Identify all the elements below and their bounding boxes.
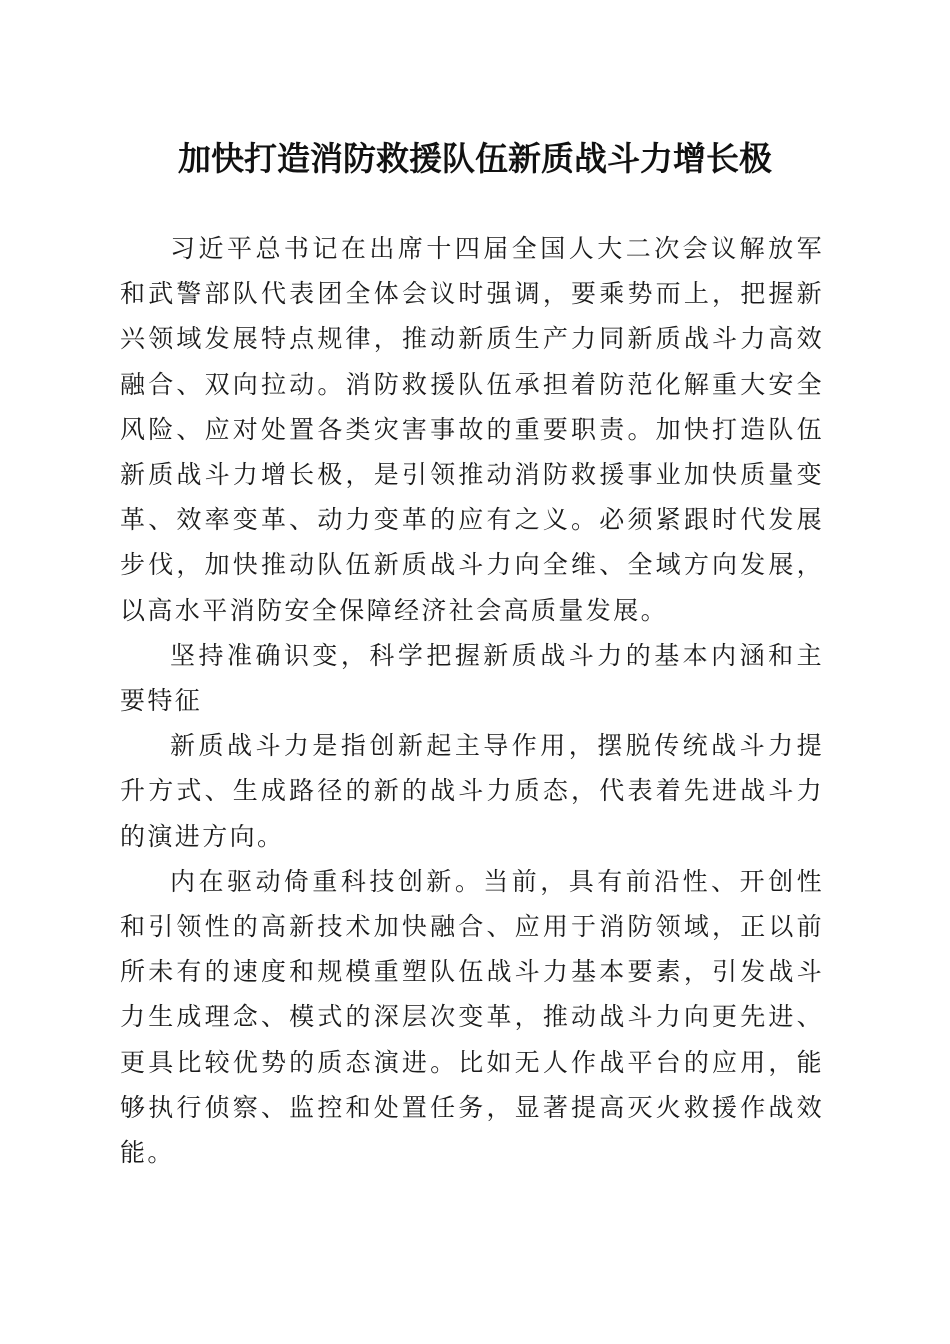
- paragraph-definition: 新质战斗力是指创新起主导作用，摆脱传统战斗力提升方式、生成路径的新的战斗力质态，代表着先进战斗力的演进方向。: [120, 731, 824, 851]
- section-heading: 坚持准确识变，科学把握新质战斗力的基本内涵和主要特征: [120, 640, 824, 716]
- paragraph-intro: 习近平总书记在出席十四届全国人大二次会议解放军和武警部队代表团全体会议时强调，要乘势而上，把握新兴领域发展特点规律，推动新质生产力同新质战斗力高效融合、双向拉动。消防救援队伍承担着防范化解重大安全风险、应对处置各类灾害事故的重要职责。加快打造队伍新质战斗力增长极，是引领推动消防救援事业加快质量变革、效率变革、动力变革的应有之义。必须紧跟时代发展步伐，加快推动队伍新质战斗力向全维、全域方向发展，以高水平消防安全保障经济社会高质量发展。: [120, 234, 824, 625]
- document-body: [120, 226, 824, 1175]
- document-title: 加快打造消防救援队伍新质战斗力增长极: [178, 139, 772, 178]
- paragraph-innovation: 内在驱动倚重科技创新。当前，具有前沿性、开创性和引领性的高新技术加快融合、应用于消防领域，正以前所未有的速度和规模重塑队伍战斗力基本要素，引发战斗力生成理念、模式的深层次变革，推动战斗力向更先进、更具比较优势的质态演进。比如无人作战平台的应用，能够执行侦察、监控和处置任务，显著提高灭火救援作战效能。: [120, 866, 824, 1168]
